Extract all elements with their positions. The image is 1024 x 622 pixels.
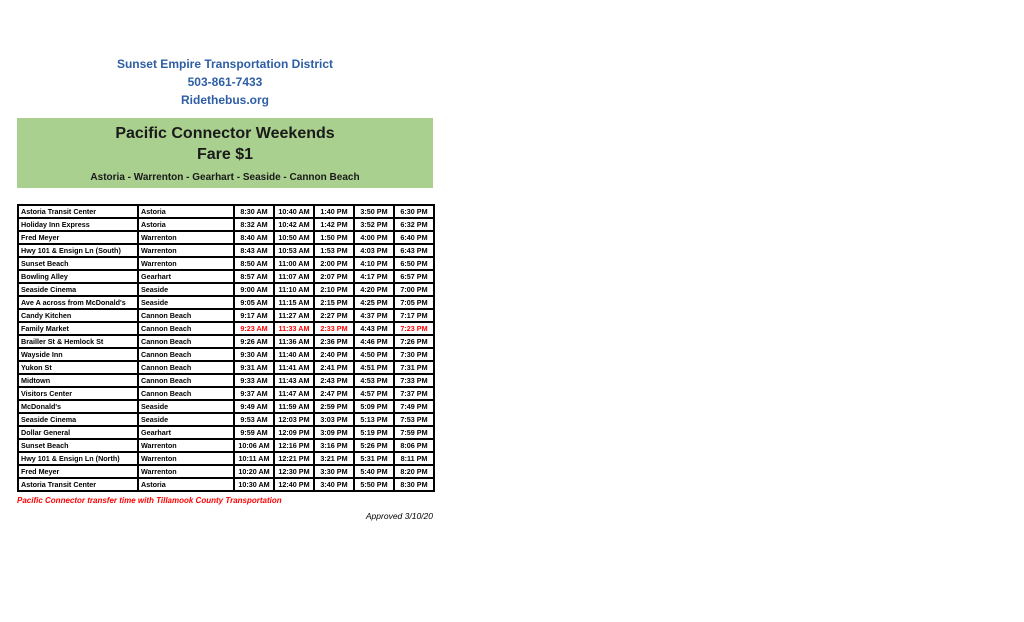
time-cell: 5:26 PM [354,439,394,452]
city-cell: Gearhart [138,426,234,439]
time-cell: 5:09 PM [354,400,394,413]
time-cell: 7:00 PM [394,283,434,296]
time-cell: 5:19 PM [354,426,394,439]
table-row [18,387,434,400]
city-cell: Warrenton [138,257,234,270]
time-cell: 8:06 PM [394,439,434,452]
banner [17,118,433,188]
banner-route: Astoria - Warrenton - Gearhart - Seaside - Cannon Beach [90,172,360,183]
time-cell: 5:40 PM [354,465,394,478]
city-cell: Cannon Beach [138,361,234,374]
table-row [18,257,434,270]
time-cell: 4:46 PM [354,335,394,348]
time-cell: 3:50 PM [354,205,394,218]
time-cell: 4:10 PM [354,257,394,270]
time-cell: 4:03 PM [354,244,394,257]
time-cell: 11:43 AM [274,374,314,387]
time-cell: 2:40 PM [314,348,354,361]
time-cell: 2:00 PM [314,257,354,270]
table-row [18,244,434,257]
stop-name-cell: Hwy 101 & Ensign Ln (North) [18,452,138,465]
stop-name-cell: Brailler St & Hemlock St [18,335,138,348]
city-cell: Seaside [138,296,234,309]
time-cell: 12:30 PM [274,465,314,478]
city-cell: Cannon Beach [138,387,234,400]
time-cell: 10:06 AM [234,439,274,452]
time-cell: 7:49 PM [394,400,434,413]
time-cell: 10:50 AM [274,231,314,244]
table-row [18,309,434,322]
stop-name-cell: Astoria Transit Center [18,478,138,491]
stop-name-cell: Hwy 101 & Ensign Ln (South) [18,244,138,257]
time-cell: 9:00 AM [234,283,274,296]
time-cell: 9:53 AM [234,413,274,426]
document-header [17,55,433,109]
org-name: Sunset Empire Transportation District [116,57,334,71]
stop-name-cell: Yukon St [18,361,138,374]
time-cell: 10:30 AM [234,478,274,491]
time-cell: 3:40 PM [314,478,354,491]
time-cell: 3:16 PM [314,439,354,452]
time-cell: 6:43 PM [394,244,434,257]
time-cell: 11:15 AM [274,296,314,309]
time-cell: 6:30 PM [394,205,434,218]
time-cell: 9:17 AM [234,309,274,322]
time-cell: 5:31 PM [354,452,394,465]
city-cell: Gearhart [138,270,234,283]
table-row [18,361,434,374]
time-cell: 8:20 PM [394,465,434,478]
time-cell: 11:47 AM [274,387,314,400]
table-row [18,478,434,491]
table-row [18,205,434,218]
table-row [18,283,434,296]
city-cell: Astoria [138,205,234,218]
time-cell: 11:59 AM [274,400,314,413]
city-cell: Cannon Beach [138,374,234,387]
time-cell: 1:40 PM [314,205,354,218]
time-cell: 4:50 PM [354,348,394,361]
city-cell: Warrenton [138,439,234,452]
city-cell: Cannon Beach [138,348,234,361]
city-cell: Cannon Beach [138,322,234,335]
time-cell: 11:10 AM [274,283,314,296]
time-cell: 8:50 AM [234,257,274,270]
schedule-table [17,204,435,492]
stop-name-cell: Family Market [18,322,138,335]
city-cell: Astoria [138,478,234,491]
time-cell: 11:27 AM [274,309,314,322]
stop-name-cell: Fred Meyer [18,465,138,478]
time-cell: 7:17 PM [394,309,434,322]
time-cell: 8:30 PM [394,478,434,491]
time-cell: 7:59 PM [394,426,434,439]
time-cell: 2:41 PM [314,361,354,374]
stop-name-cell: Visitors Center [18,387,138,400]
time-cell: 12:40 PM [274,478,314,491]
stop-name-cell: Seaside Cinema [18,283,138,296]
time-cell: 7:23 PM [394,322,434,335]
time-cell: 9:49 AM [234,400,274,413]
time-cell: 9:23 AM [234,322,274,335]
time-cell: 4:17 PM [354,270,394,283]
time-cell: 3:09 PM [314,426,354,439]
time-cell: 10:53 AM [274,244,314,257]
time-cell: 6:40 PM [394,231,434,244]
time-cell: 4:00 PM [354,231,394,244]
table-row [18,218,434,231]
city-cell: Seaside [138,413,234,426]
time-cell: 9:37 AM [234,387,274,400]
schedule-document [17,0,433,521]
stop-name-cell: Fred Meyer [18,231,138,244]
time-cell: 1:53 PM [314,244,354,257]
time-cell: 9:26 AM [234,335,274,348]
time-cell: 10:20 AM [234,465,274,478]
table-row [18,452,434,465]
time-cell: 11:07 AM [274,270,314,283]
time-cell: 7:33 PM [394,374,434,387]
phone-number: 503-861-7433 [187,75,263,89]
table-row [18,335,434,348]
time-cell: 2:43 PM [314,374,354,387]
time-cell: 4:51 PM [354,361,394,374]
time-cell: 4:25 PM [354,296,394,309]
time-cell: 7:31 PM [394,361,434,374]
stop-name-cell: Ave A across from McDonald's [18,296,138,309]
time-cell: 10:11 AM [234,452,274,465]
time-cell: 5:50 PM [354,478,394,491]
city-cell: Seaside [138,400,234,413]
time-cell: 1:50 PM [314,231,354,244]
time-cell: 11:40 AM [274,348,314,361]
time-cell: 11:41 AM [274,361,314,374]
time-cell: 4:53 PM [354,374,394,387]
time-cell: 12:16 PM [274,439,314,452]
time-cell: 9:30 AM [234,348,274,361]
time-cell: 1:42 PM [314,218,354,231]
time-cell: 9:05 AM [234,296,274,309]
time-cell: 12:03 PM [274,413,314,426]
time-cell: 2:59 PM [314,400,354,413]
time-cell: 12:09 PM [274,426,314,439]
time-cell: 8:11 PM [394,452,434,465]
city-cell: Warrenton [138,244,234,257]
stop-name-cell: Dollar General [18,426,138,439]
city-cell: Astoria [138,218,234,231]
transfer-note: Pacific Connector transfer time with Tillamook County Transportation [17,496,282,505]
time-cell: 6:50 PM [394,257,434,270]
time-cell: 8:57 AM [234,270,274,283]
time-cell: 5:13 PM [354,413,394,426]
table-row [18,400,434,413]
table-row [18,348,434,361]
stop-name-cell: Sunset Beach [18,257,138,270]
time-cell: 7:53 PM [394,413,434,426]
time-cell: 7:30 PM [394,348,434,361]
time-cell: 4:57 PM [354,387,394,400]
time-cell: 2:47 PM [314,387,354,400]
time-cell: 8:30 AM [234,205,274,218]
banner-title: Pacific Connector Weekends [115,125,335,142]
schedule-table-body [18,205,434,491]
time-cell: 8:32 AM [234,218,274,231]
time-cell: 10:40 AM [274,205,314,218]
table-row [18,426,434,439]
time-cell: 12:21 PM [274,452,314,465]
stop-name-cell: Astoria Transit Center [18,205,138,218]
banner-fare: Fare $1 [196,146,254,163]
time-cell: 9:59 AM [234,426,274,439]
city-cell: Warrenton [138,452,234,465]
approved-date: Approved 3/10/20 [365,511,433,521]
time-cell: 2:07 PM [314,270,354,283]
time-cell: 11:36 AM [274,335,314,348]
table-row [18,413,434,426]
time-cell: 2:36 PM [314,335,354,348]
stop-name-cell: Seaside Cinema [18,413,138,426]
time-cell: 3:21 PM [314,452,354,465]
stop-name-cell: Bowling Alley [18,270,138,283]
city-cell: Warrenton [138,465,234,478]
table-row [18,374,434,387]
stop-name-cell: Holiday Inn Express [18,218,138,231]
city-cell: Cannon Beach [138,335,234,348]
time-cell: 2:10 PM [314,283,354,296]
time-cell: 8:43 AM [234,244,274,257]
time-cell: 3:30 PM [314,465,354,478]
stop-name-cell: Candy Kitchen [18,309,138,322]
time-cell: 4:43 PM [354,322,394,335]
city-cell: Warrenton [138,231,234,244]
stop-name-cell: McDonald's [18,400,138,413]
time-cell: 6:32 PM [394,218,434,231]
time-cell: 4:37 PM [354,309,394,322]
table-row [18,270,434,283]
time-cell: 7:26 PM [394,335,434,348]
time-cell: 7:05 PM [394,296,434,309]
time-cell: 2:33 PM [314,322,354,335]
time-cell: 11:00 AM [274,257,314,270]
stop-name-cell: Midtown [18,374,138,387]
time-cell: 4:20 PM [354,283,394,296]
table-row [18,322,434,335]
time-cell: 3:52 PM [354,218,394,231]
table-row [18,296,434,309]
table-row [18,465,434,478]
time-cell: 8:40 AM [234,231,274,244]
website-link: Ridethebus.org [180,93,269,107]
time-cell: 9:31 AM [234,361,274,374]
stop-name-cell: Wayside Inn [18,348,138,361]
table-row [18,231,434,244]
time-cell: 7:37 PM [394,387,434,400]
time-cell: 6:57 PM [394,270,434,283]
table-row [18,439,434,452]
time-cell: 10:42 AM [274,218,314,231]
city-cell: Cannon Beach [138,309,234,322]
time-cell: 9:33 AM [234,374,274,387]
city-cell: Seaside [138,283,234,296]
time-cell: 3:03 PM [314,413,354,426]
stop-name-cell: Sunset Beach [18,439,138,452]
time-cell: 2:27 PM [314,309,354,322]
time-cell: 11:33 AM [274,322,314,335]
time-cell: 2:15 PM [314,296,354,309]
